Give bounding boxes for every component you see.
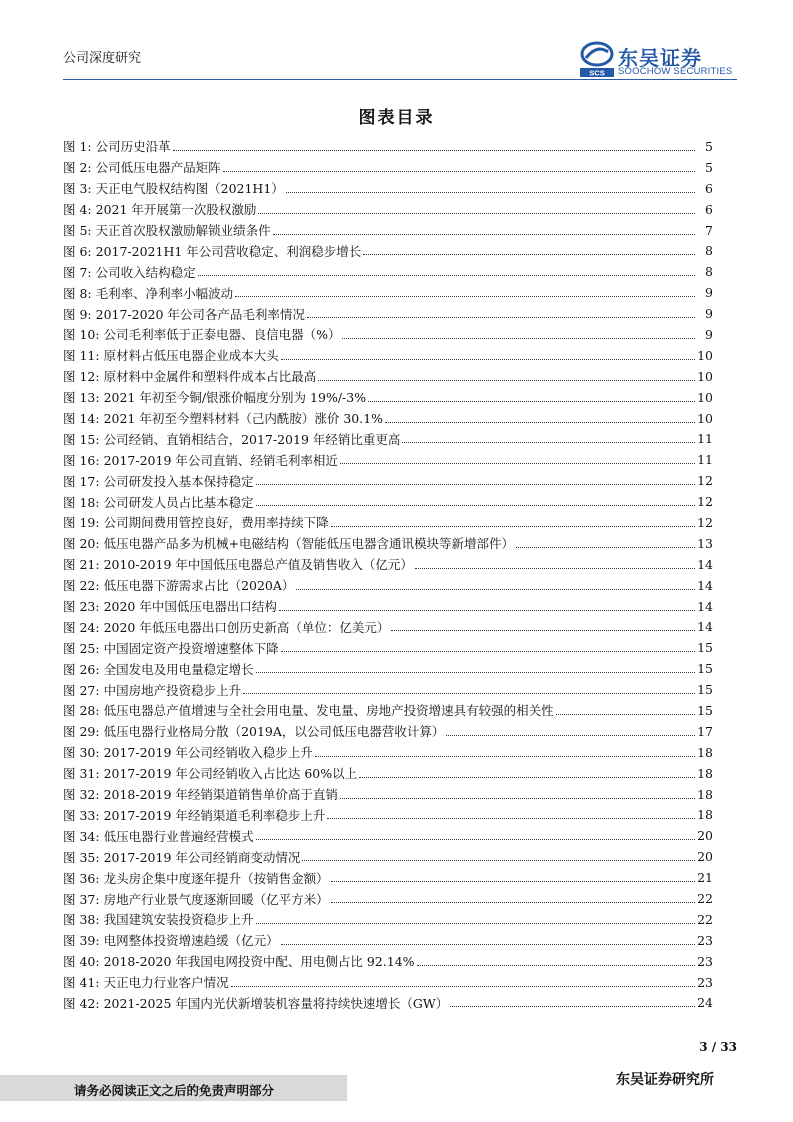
toc-entry[interactable] — [63, 700, 713, 721]
toc-entry[interactable] — [63, 345, 713, 366]
toc-entry-label: 图 32: 2018-2019 年经销渠道销售单价高于直销 — [63, 787, 338, 803]
toc-entry-page: 15 — [697, 682, 713, 698]
logo-mark-icon — [578, 40, 616, 78]
toc-leader-dots — [342, 328, 695, 339]
toc-entry[interactable] — [63, 408, 713, 429]
toc-entry[interactable] — [63, 616, 713, 637]
toc-entry-page: 20 — [697, 828, 713, 844]
toc-entry-label: 图 11: 原材料占低压电器企业成本大头 — [63, 348, 279, 364]
toc-entry[interactable] — [63, 596, 713, 617]
toc-entry[interactable] — [63, 199, 713, 220]
toc-entry-page: 11 — [697, 452, 713, 468]
toc-entry[interactable] — [63, 178, 713, 199]
toc-title: 图表目录 — [358, 108, 435, 128]
toc-leader-dots — [331, 892, 695, 903]
toc-entry[interactable] — [63, 491, 713, 512]
toc-entry-label: 图 2: 公司低压电器产品矩阵 — [63, 160, 221, 176]
toc-entry[interactable] — [63, 909, 713, 930]
toc-leader-dots — [281, 641, 695, 652]
toc-leader-dots — [385, 412, 695, 423]
toc-entry-page: 15 — [697, 661, 713, 677]
toc-entry-label: 图 39: 电网整体投资增速趋缓（亿元） — [63, 933, 279, 949]
toc-entry-label: 图 6: 2017-2021H1 年公司营收稳定、利润稳步增长 — [63, 243, 362, 259]
header-divider — [63, 79, 737, 80]
toc-entry-page: 15 — [697, 702, 713, 718]
toc-leader-dots — [281, 349, 695, 360]
toc-leader-dots — [286, 182, 695, 193]
toc-entry-label: 图 23: 2020 年中国低压电器出口结构 — [63, 599, 277, 615]
toc-entry-page: 23 — [697, 932, 713, 948]
toc-entry-label: 图 28: 低压电器总产值增速与全社会用电量、发电量、房地产投资增速具有较强的相关性 — [63, 703, 554, 719]
toc-entry[interactable] — [63, 742, 713, 763]
toc-entry-label: 图 41: 天正电力行业客户情况 — [63, 975, 229, 991]
toc-entry[interactable] — [63, 805, 713, 826]
toc-leader-dots — [296, 579, 695, 590]
toc-leader-dots — [327, 808, 695, 819]
toc-entry[interactable] — [63, 428, 713, 449]
toc-entry-label: 图 7: 公司收入结构稳定 — [63, 264, 196, 280]
toc-entry-label: 图 19: 公司期间费用管控良好，费用率持续下降 — [63, 515, 329, 531]
toc-leader-dots — [256, 913, 695, 924]
toc-entry-label: 图 29: 低压电器行业格局分散（2019A，以公司低压电器营收计算） — [63, 724, 445, 740]
logo-english-name: SOOCHOW SECURITIES — [618, 66, 733, 77]
toc-entry-page: 14 — [697, 556, 713, 572]
toc-entry-label: 图 15: 公司经销、直销相结合，2017-2019 年经销比重更高 — [63, 431, 401, 447]
toc-leader-dots — [318, 370, 695, 381]
toc-list — [63, 136, 713, 1013]
toc-leader-dots — [331, 871, 695, 882]
toc-entry-page: 10 — [697, 347, 713, 363]
toc-entry-label: 图 5: 天正首次股权激励解锁业绩条件 — [63, 223, 271, 238]
toc-entry-page: 6 — [705, 201, 713, 217]
toc-entry[interactable] — [63, 637, 713, 658]
toc-entry-label: 图 37: 房地产行业景气度逐渐回暖（亿平方米） — [63, 891, 329, 907]
toc-entry-label: 图 27: 中国房地产投资稳步上升 — [63, 682, 242, 698]
toc-entry-label: 图 13: 2021 年初至今铜/银涨价幅度分别为 19%/-3% — [63, 390, 367, 406]
toc-entry-label: 图 36: 龙头房企集中度逐年提升（按销售金额） — [63, 870, 329, 886]
toc-entry-page: 10 — [697, 410, 713, 426]
toc-leader-dots — [307, 307, 695, 318]
toc-leader-dots — [340, 453, 695, 464]
toc-entry[interactable] — [63, 387, 713, 408]
toc-leader-dots — [417, 955, 695, 966]
toc-entry-page: 11 — [697, 431, 713, 447]
toc-leader-dots — [302, 850, 695, 861]
toc-entry[interactable] — [63, 658, 713, 679]
toc-entry-label: 图 9: 2017-2020 年公司各产品毛利率情况 — [63, 306, 305, 322]
toc-entry-page: 15 — [697, 640, 713, 656]
toc-entry[interactable] — [63, 533, 713, 554]
company-logo — [578, 40, 740, 78]
toc-entry-page: 21 — [697, 870, 713, 886]
toc-entry-page: 18 — [697, 765, 713, 781]
toc-entry-page: 18 — [697, 786, 713, 802]
toc-entry[interactable] — [63, 784, 713, 805]
toc-entry[interactable] — [63, 366, 713, 387]
toc-entry-page: 10 — [697, 368, 713, 384]
toc-entry-page: 17 — [697, 723, 713, 739]
toc-entry[interactable] — [63, 993, 713, 1014]
toc-leader-dots — [359, 767, 695, 778]
section-label: 公司深度研究 — [63, 51, 142, 66]
toc-entry-page: 5 — [705, 159, 713, 175]
toc-entry-page: 22 — [697, 911, 713, 927]
toc-entry[interactable] — [63, 888, 713, 909]
toc-entry-page: 14 — [697, 598, 713, 614]
toc-entry-page: 12 — [697, 494, 713, 510]
toc-leader-dots — [198, 265, 695, 276]
toc-leader-dots — [256, 474, 695, 485]
toc-leader-dots — [256, 495, 695, 506]
toc-entry-label: 图 24: 2020 年低压电器出口创历史新高（单位：亿美元） — [63, 619, 390, 635]
toc-leader-dots — [450, 996, 695, 1007]
toc-entry[interactable] — [63, 282, 713, 303]
toc-entry-label: 图 42: 2021-2025 年国内光伏新增装机容量将持续快速增长（GW） — [63, 995, 449, 1011]
toc-entry-label: 图 35: 2017-2019 年公司经销商变动情况 — [63, 849, 301, 865]
toc-entry[interactable] — [63, 303, 713, 324]
toc-leader-dots — [243, 683, 695, 694]
toc-entry-page: 6 — [705, 180, 713, 196]
toc-entry[interactable] — [63, 763, 713, 784]
toc-leader-dots — [340, 788, 695, 799]
toc-leader-dots — [256, 829, 695, 840]
toc-entry-label: 图 20: 低压电器产品多为机械+电磁结构（智能低压电器含通讯模块等新增部件） — [63, 536, 515, 552]
toc-entry-label: 图 22: 低压电器下游需求占比（2020A） — [63, 578, 295, 594]
toc-leader-dots — [363, 244, 695, 255]
toc-entry-page: 9 — [705, 306, 713, 322]
toc-leader-dots — [315, 746, 695, 757]
toc-entry-label: 图 26: 全国发电及用电量稳定增长 — [63, 661, 254, 677]
toc-entry-label: 图 3: 天正电气股权结构图（2021H1） — [63, 181, 284, 197]
toc-entry-label: 图 17: 公司研发投入基本保持稳定 — [63, 473, 254, 489]
toc-entry[interactable] — [63, 240, 713, 261]
toc-entry[interactable] — [63, 575, 713, 596]
toc-entry[interactable] — [63, 220, 713, 241]
toc-entry-page: 22 — [697, 891, 713, 906]
disclaimer-note: 请务必阅读正文之后的免责声明部分 — [74, 1083, 275, 1098]
toc-leader-dots — [446, 725, 695, 736]
toc-entry-page: 23 — [697, 953, 713, 969]
toc-entry-label: 图 21: 2010-2019 年中国低压电器总产值及销售收入（亿元） — [63, 557, 413, 573]
toc-leader-dots — [415, 558, 695, 569]
toc-entry[interactable] — [63, 449, 713, 470]
toc-entry-page: 9 — [705, 285, 713, 301]
toc-entry-label: 图 25: 中国固定资产投资增速整体下降 — [63, 640, 279, 656]
toc-entry[interactable] — [63, 679, 713, 700]
toc-entry-label: 图 38: 我国建筑安装投资稳步上升 — [63, 912, 254, 928]
toc-entry-page: 10 — [697, 389, 713, 405]
toc-entry-label: 图 12: 原材料中金属件和塑料件成本占比最高 — [63, 369, 317, 385]
toc-leader-dots — [402, 432, 695, 443]
toc-entry-label: 图 14: 2021 年初至今塑料材料（己内酰胺）涨价 30.1% — [63, 411, 384, 427]
toc-leader-dots — [258, 203, 695, 214]
toc-entry-page: 18 — [697, 807, 713, 823]
toc-entry-label: 图 30: 2017-2019 年公司经销收入稳步上升 — [63, 745, 313, 761]
footer-brand: 东吴证券研究所 — [616, 1072, 714, 1088]
toc-entry-page: 12 — [697, 473, 713, 489]
toc-leader-dots — [391, 620, 695, 631]
toc-entry-page: 23 — [697, 974, 713, 990]
toc-entry-page: 8 — [705, 243, 713, 259]
toc-entry-label: 图 8: 毛利率、净利率小幅波动 — [63, 285, 234, 301]
toc-entry[interactable] — [63, 825, 713, 846]
toc-entry[interactable] — [63, 554, 713, 575]
toc-entry-label: 图 34: 低压电器行业普遍经营模式 — [63, 828, 254, 844]
toc-entry-label: 图 1: 公司历史沿革 — [63, 139, 171, 155]
toc-entry[interactable] — [63, 512, 713, 533]
toc-entry[interactable] — [63, 157, 713, 178]
toc-entry-label: 图 18: 公司研发人员占比基本稳定 — [63, 494, 254, 510]
toc-leader-dots — [235, 286, 695, 297]
toc-entry[interactable] — [63, 324, 713, 345]
toc-entry[interactable] — [63, 972, 713, 993]
toc-entry-label: 图 4: 2021 年开展第一次股权激励 — [63, 202, 257, 218]
toc-entry-page: 14 — [697, 577, 713, 593]
toc-entry-page: 18 — [697, 744, 713, 760]
toc-entry-page: 13 — [697, 535, 713, 551]
toc-entry-label: 图 33: 2017-2019 年经销渠道毛利率稳步上升 — [63, 807, 326, 823]
toc-leader-dots — [279, 600, 695, 611]
toc-leader-dots — [256, 662, 695, 673]
toc-entry-page: 9 — [705, 326, 713, 342]
toc-entry-page: 20 — [697, 849, 713, 865]
toc-entry[interactable] — [63, 846, 713, 867]
toc-entry-label: 图 10: 公司毛利率低于正泰电器、良信电器（%） — [63, 327, 341, 343]
toc-entry-page: 7 — [705, 222, 713, 238]
toc-leader-dots — [223, 161, 695, 172]
toc-entry-label: 图 16: 2017-2019 年公司直销、经销毛利率相近 — [63, 452, 338, 468]
toc-entry-page: 24 — [697, 995, 713, 1011]
toc-leader-dots — [516, 537, 695, 548]
toc-entry[interactable] — [63, 470, 713, 491]
toc-leader-dots — [231, 976, 695, 987]
page-number: 3 / 33 — [699, 1040, 737, 1054]
toc-entry[interactable] — [63, 930, 713, 951]
toc-leader-dots — [368, 391, 695, 402]
toc-leader-dots — [273, 224, 695, 235]
toc-entry[interactable] — [63, 951, 713, 972]
toc-leader-dots — [173, 140, 695, 151]
toc-entry[interactable] — [63, 867, 713, 888]
toc-entry-page: 14 — [697, 619, 713, 635]
toc-entry[interactable] — [63, 261, 713, 282]
toc-entry-page: 8 — [705, 264, 713, 280]
toc-leader-dots — [331, 516, 695, 527]
toc-entry-page: 5 — [705, 138, 713, 154]
toc-entry-page: 12 — [697, 514, 713, 530]
logo-chinese-name: 东吴证券 — [618, 46, 702, 70]
toc-entry-label: 图 40: 2018-2020 年我国电网投资中配、用电侧占比 92.14% — [63, 954, 415, 970]
toc-entry-label: 图 31: 2017-2019 年公司经销收入占比达 60%以上 — [63, 766, 358, 782]
toc-leader-dots — [556, 704, 695, 715]
toc-entry[interactable] — [63, 136, 713, 157]
toc-leader-dots — [281, 934, 695, 945]
toc-entry[interactable] — [63, 721, 713, 742]
svg-text:SCS: SCS — [589, 68, 605, 78]
